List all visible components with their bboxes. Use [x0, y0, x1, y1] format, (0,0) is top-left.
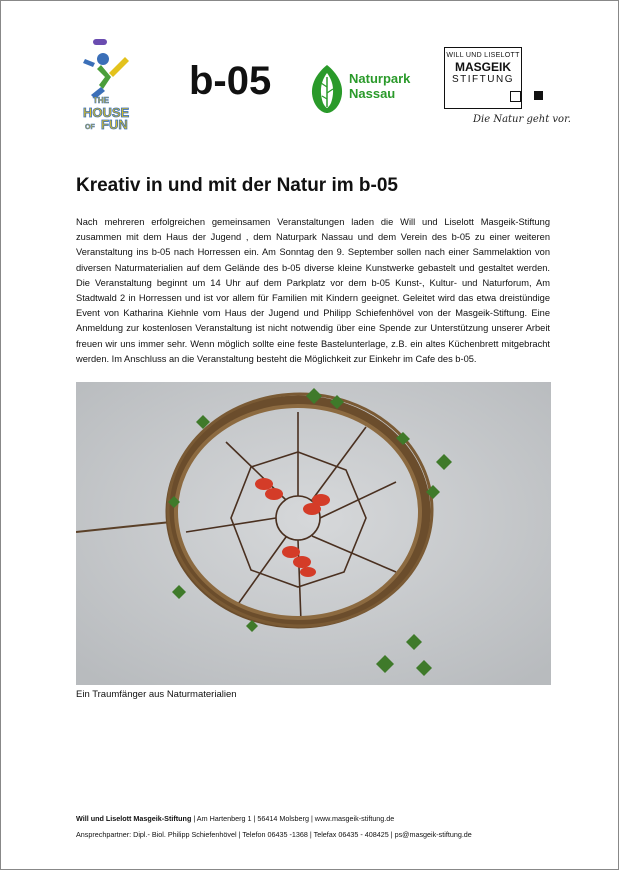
svg-text:HOUSE: HOUSE — [83, 105, 130, 120]
footer-address: | Am Hartenberg 1 | 56414 Molsberg | www.masgeik-stiftung.de — [191, 814, 395, 823]
square-outline-icon — [510, 91, 521, 102]
masgeik-line1: WILL UND LISELOTT — [446, 52, 520, 59]
masgeik-line2: MASGEIK — [454, 60, 511, 74]
b05-logo: b-05 — [189, 59, 272, 103]
masgeik-stiftung-logo — [441, 45, 581, 125]
svg-text:FUN: FUN — [101, 117, 128, 131]
square-filled-icon — [534, 91, 543, 100]
footer-line2: Ansprechpartner: Dipl.- Biol. Philipp Schiefenhövel | Telefon 06435 -1368 | Telefax 06435 - 408425 | ps@masgeik-stiftung.de — [76, 830, 472, 839]
footer-organization: Will und Liselott Masgeik-Stiftung — [76, 814, 192, 823]
svg-text:THE: THE — [93, 96, 109, 105]
naturpark-line1: Naturpark — [349, 71, 411, 86]
footer-line1 — [76, 814, 394, 823]
naturpark-line2: Nassau — [349, 86, 396, 101]
dreamcatcher-photo — [76, 382, 551, 685]
masgeik-line3: STIFTUNG — [452, 74, 514, 85]
article-body: Nach mehreren erfolgreichen gemeinsamen Veranstaltungen laden die Will und Liselott Masgeik-Stiftung zusammen mit dem Haus der Jugend , dem Naturpark Nassau und dem Verein des b-05 zu einer weiteren Veranstaltung ins b-05 nach Horressen ein. Am Sonntag den 9. September sollen nach einer Sammelaktion von diversen Naturmaterialien auf dem Gelände des b-05 diverse kleine Kunstwerke gebastelt und gestaltet werden. Die Veranstaltung beginnt um 14 Uhr auf dem Parkplatz vor dem b-05 Kunst-, Kultur- und Naturforum, Am Stadtwald 2 in Horressen und ist vor allem für Familien mit Kindern geeignet. Geleitet wird das etwa dreistündige Event von Katharina Kiehnle vom Haus der Jugend und Philipp Schiefenhövel von der Masgeik-Stiftung. Eine Anmeldung zur kostenlosen Veranstaltung ist nicht notwendig über eine Spende zur Unterstützung unserer Arbeit freuen wir uns immer sehr. Wenn möglich sollte eine feste Bastelunterlage, z.B. ein altes Küchenbrett mitgebracht werden. Im Anschluss an die Veranstaltung besteht die Möglichkeit zur Einkehr im Cafe des b-05. — [76, 217, 550, 364]
house-of-fun-logo — [81, 37, 141, 131]
svg-text:OF: OF — [85, 124, 95, 131]
leaf-icon — [307, 63, 347, 115]
masgeik-slogan: Die Natur geht vor. — [473, 114, 571, 125]
masgeik-logo-box — [444, 47, 522, 109]
article-title: Kreativ in und mit der Natur im b-05 — [76, 175, 398, 196]
photo-caption: Ein Traumfänger aus Naturmaterialien — [76, 689, 237, 700]
naturpark-nassau-logo — [307, 63, 437, 115]
